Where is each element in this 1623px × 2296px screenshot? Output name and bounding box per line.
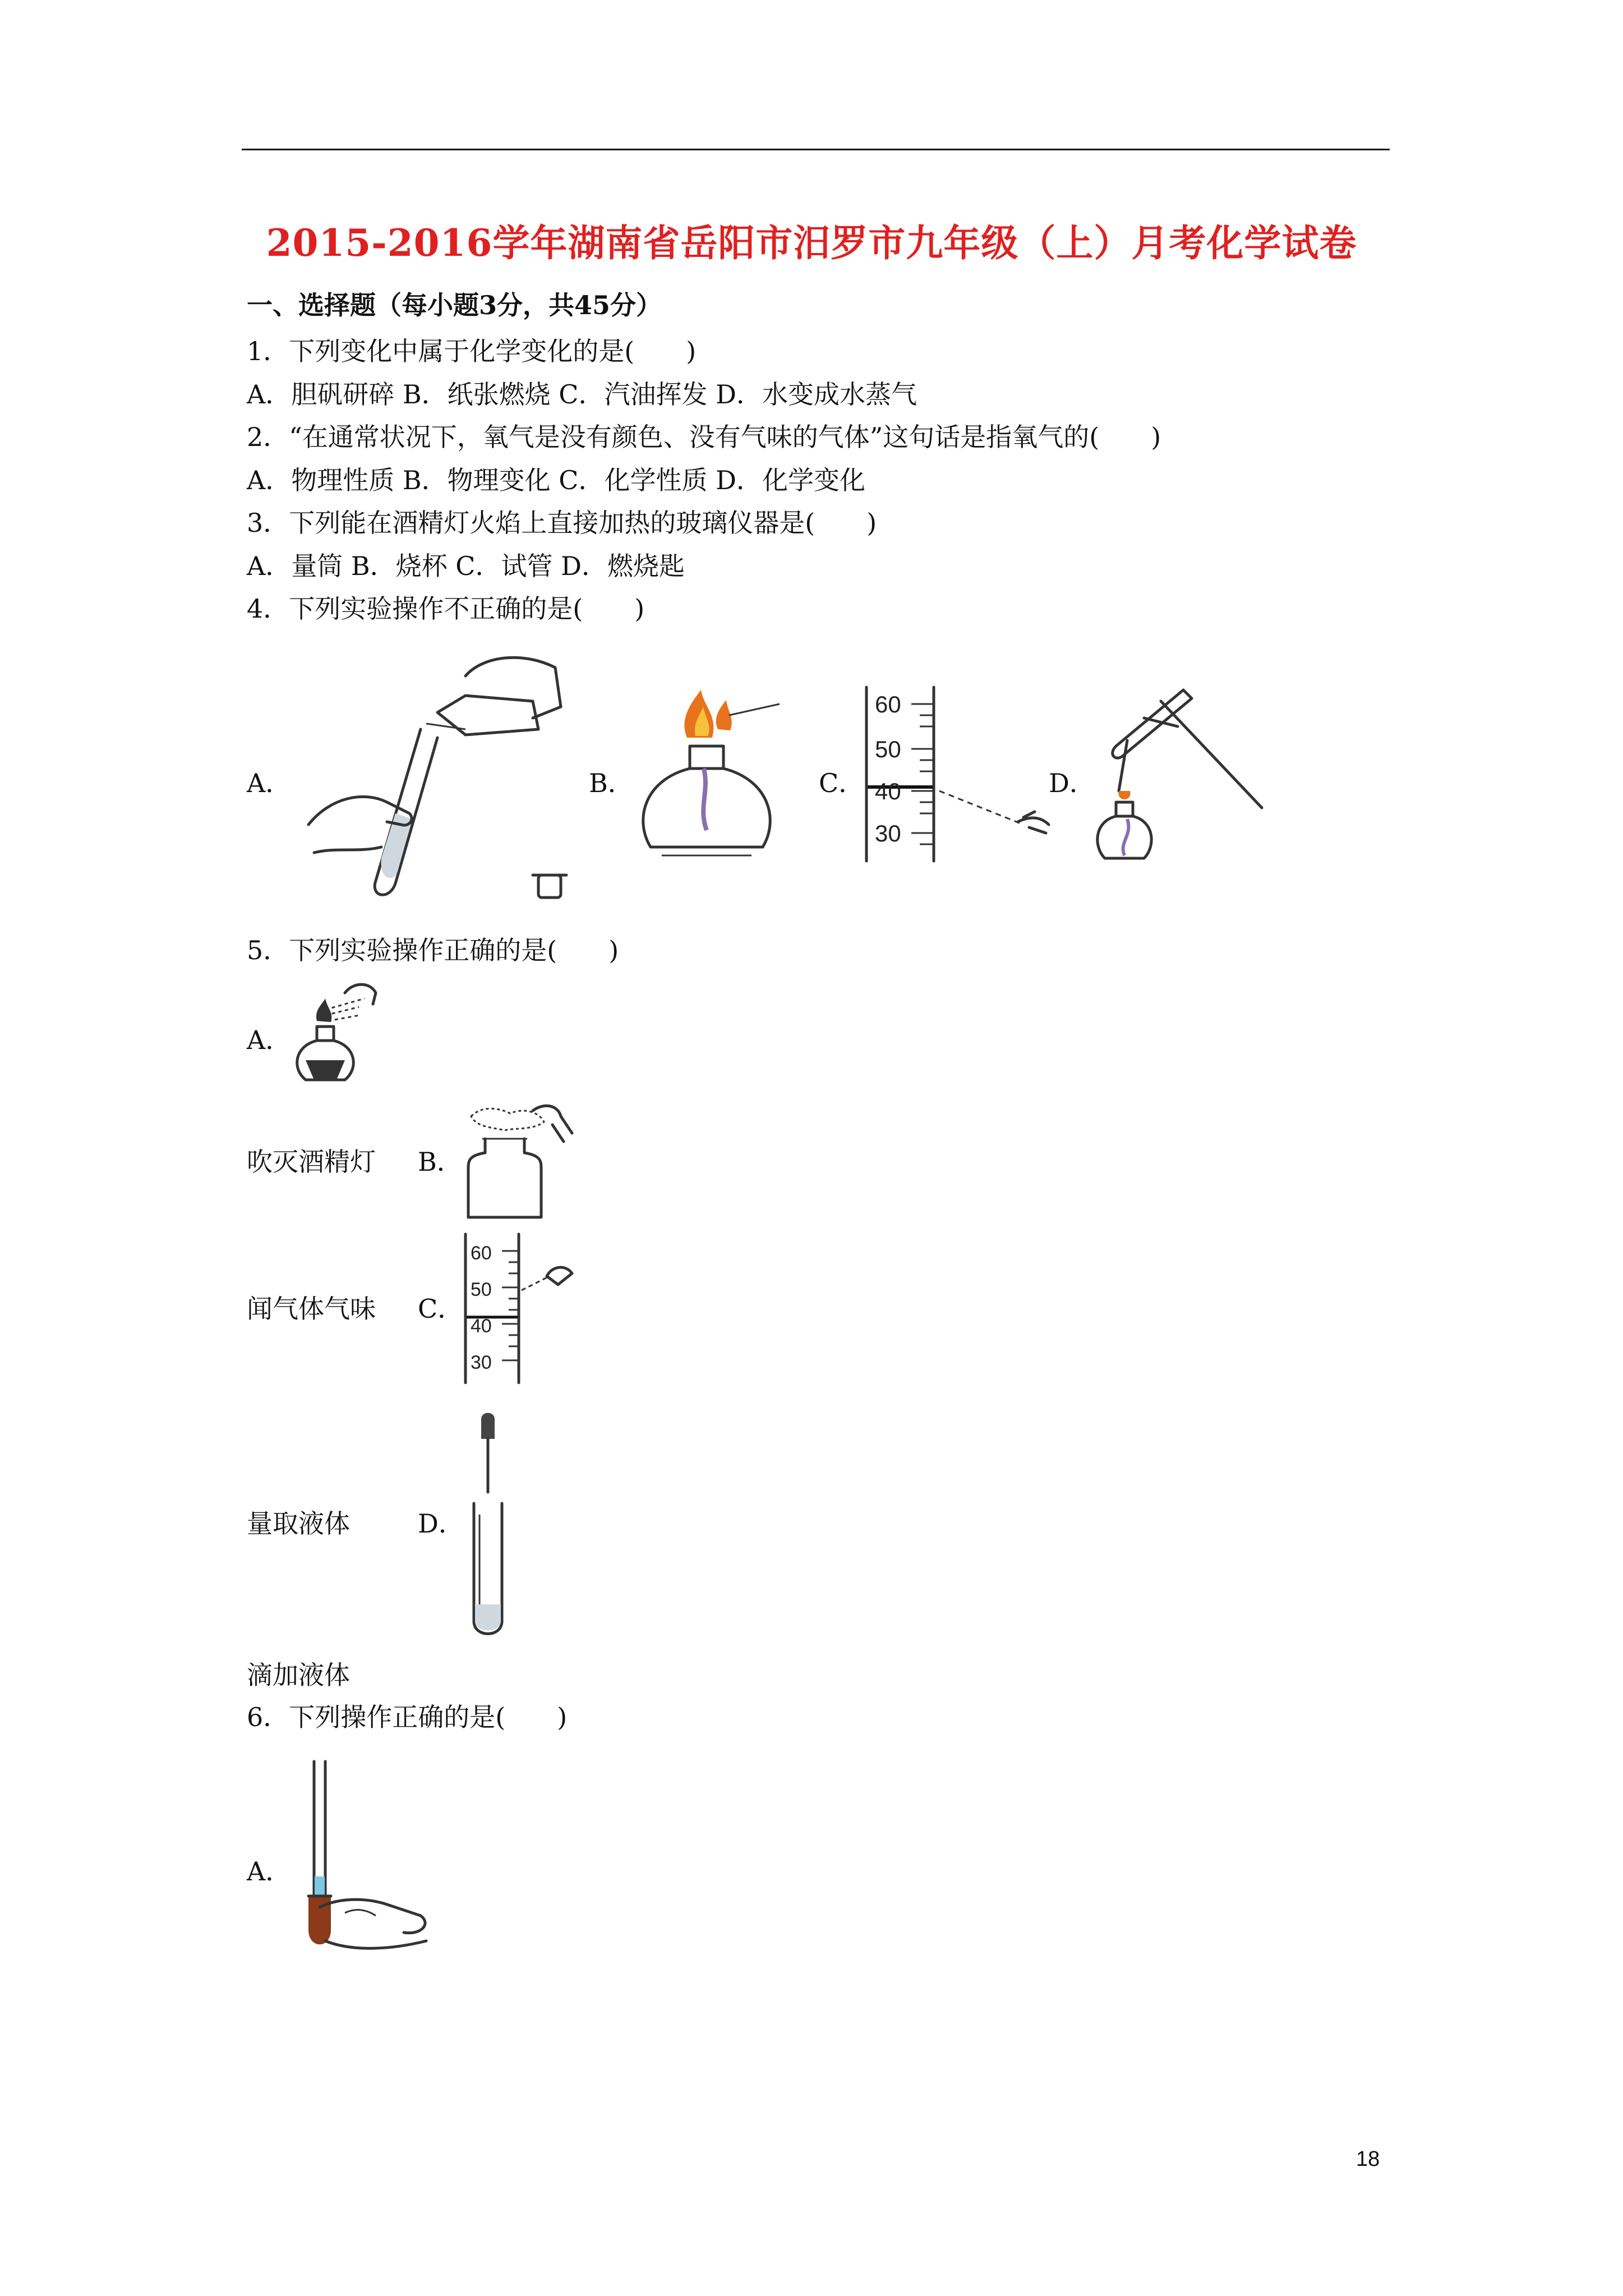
blowing-out-lamp-illustration [292,976,404,1088]
q5-caption-c: 量取液体 [247,1508,350,1539]
q4-stem: 4．下列实验操作不正确的是( ) [247,593,645,624]
svg-text:30: 30 [875,820,901,846]
q4-graduated-cylinder-illustration [861,687,1074,867]
page-number: 18 [1356,2147,1380,2171]
q4-label-c: C． [819,768,865,798]
q5-stem: 5．下列实验操作正确的是( ) [247,935,619,965]
svg-text:30: 30 [471,1352,492,1373]
q5-label-c: C． [418,1294,464,1324]
q2-options: A．物理性质 B．物理变化 C．化学性质 D．化学变化 [247,465,865,495]
svg-text:40: 40 [875,778,901,804]
q6-stem: 6．下列操作正确的是( ) [247,1702,568,1732]
q2-stem: 2．“在通常状况下，氧气是没有颜色、没有气味的气体”这句话是指氧气的( ) [247,422,1161,452]
smelling-gas-illustration [460,1099,583,1223]
q1-stem: 1．下列变化中属于化学变化的是( ) [247,336,697,366]
lighting-alcohol-lamp-illustration [634,684,791,869]
svg-text:50: 50 [875,736,901,762]
heating-test-tube-illustration [1094,679,1284,869]
header-rule [242,149,1390,150]
pouring-liquid-illustration [297,645,589,903]
q5-caption-a: 吹灭酒精灯 [247,1147,376,1177]
q4-label-d: D． [1049,768,1095,798]
q5-caption-b: 闻气体气味 [247,1294,376,1324]
svg-text:60: 60 [875,691,901,717]
q5-label-d: D． [418,1508,464,1539]
q4-label-b: B． [589,768,634,798]
q3-stem: 3．下列能在酒精灯火焰上直接加热的玻璃仪器是( ) [247,508,877,538]
dropping-liquid-illustration [460,1414,516,1638]
q5-label-b: B． [418,1147,463,1177]
q4-label-a: A． [247,768,292,798]
q1-options: A．胆矾研碎 B．纸张燃烧 C．汽油挥发 D．水变成水蒸气 [247,379,917,409]
page-title: 2015-2016学年湖南省岳阳市汨罗市九年级（上）月考化学试卷 [266,221,1357,265]
svg-text:60: 60 [471,1243,492,1264]
section-heading: 一、选择题（每小题3分，共45分） [247,290,662,320]
q5-label-a: A． [247,1025,292,1055]
q5-graduated-cylinder-illustration [463,1234,586,1386]
q5-caption-d: 滴加液体 [247,1660,350,1690]
q6-label-a: A． [247,1856,292,1887]
q3-options: A．量筒 B．烧杯 C．试管 D．燃烧匙 [247,551,685,581]
holding-test-tube-illustration [292,1756,437,1963]
svg-text:50: 50 [471,1279,492,1300]
svg-text:40: 40 [471,1315,492,1337]
